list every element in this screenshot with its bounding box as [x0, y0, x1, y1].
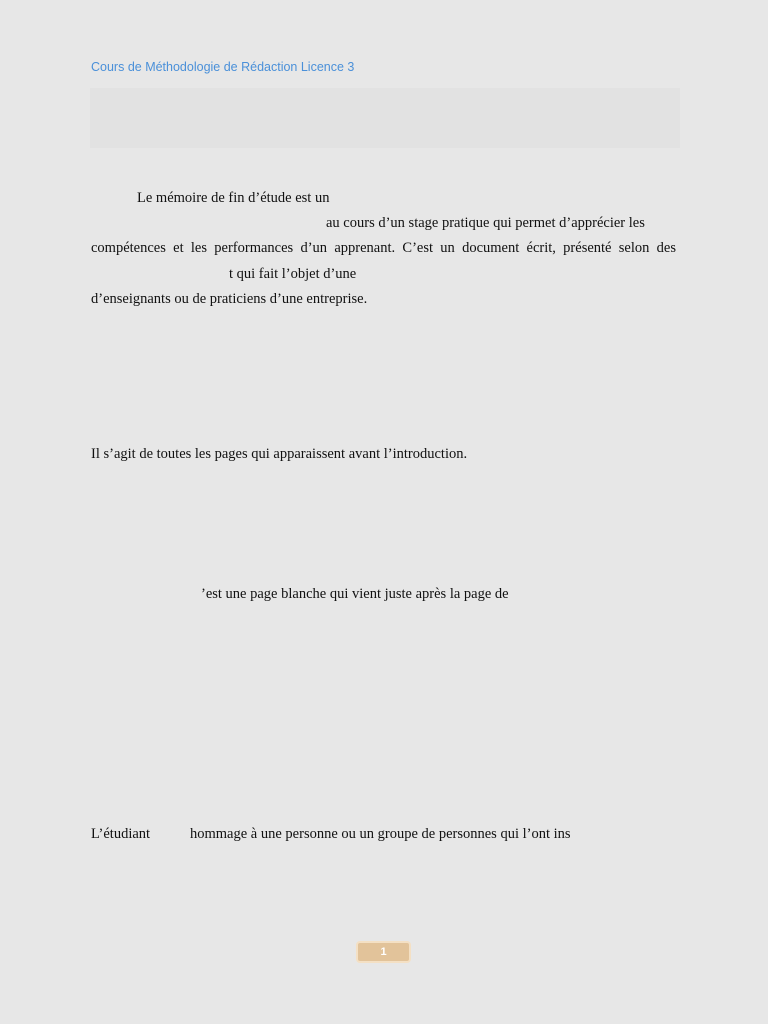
paragraph-1-line-5: d’enseignants ou de praticiens d’une entreprise. [91, 291, 368, 307]
paragraph-2: Il s’agit de toutes les pages qui apparaissent avant l’introduction. [91, 446, 468, 462]
paragraph-1-line-4: t qui fait l’objet d’une [229, 266, 357, 282]
running-header: Cours de Méthodologie de Rédaction Licence 3 [91, 60, 355, 74]
paragraph-4-start: L’étudiant [91, 826, 151, 842]
paragraph-4-continuation: hommage à une personne ou un groupe de personnes qui l’ont ins [190, 826, 571, 842]
paragraph-1-line-2: au cours d’un stage pratique qui permet d’apprécier les [326, 215, 645, 231]
paragraph-3: ’est une page blanche qui vient juste après la page de [201, 586, 509, 602]
paragraph-1-line-3: compétences et les performances d’un apprenant. C’est un document écrit, présenté selon des [91, 240, 676, 256]
page-number-badge: 1 [356, 941, 411, 963]
header-band [90, 88, 680, 148]
paragraph-1-line-1: Le mémoire de fin d’étude est un [137, 190, 330, 206]
